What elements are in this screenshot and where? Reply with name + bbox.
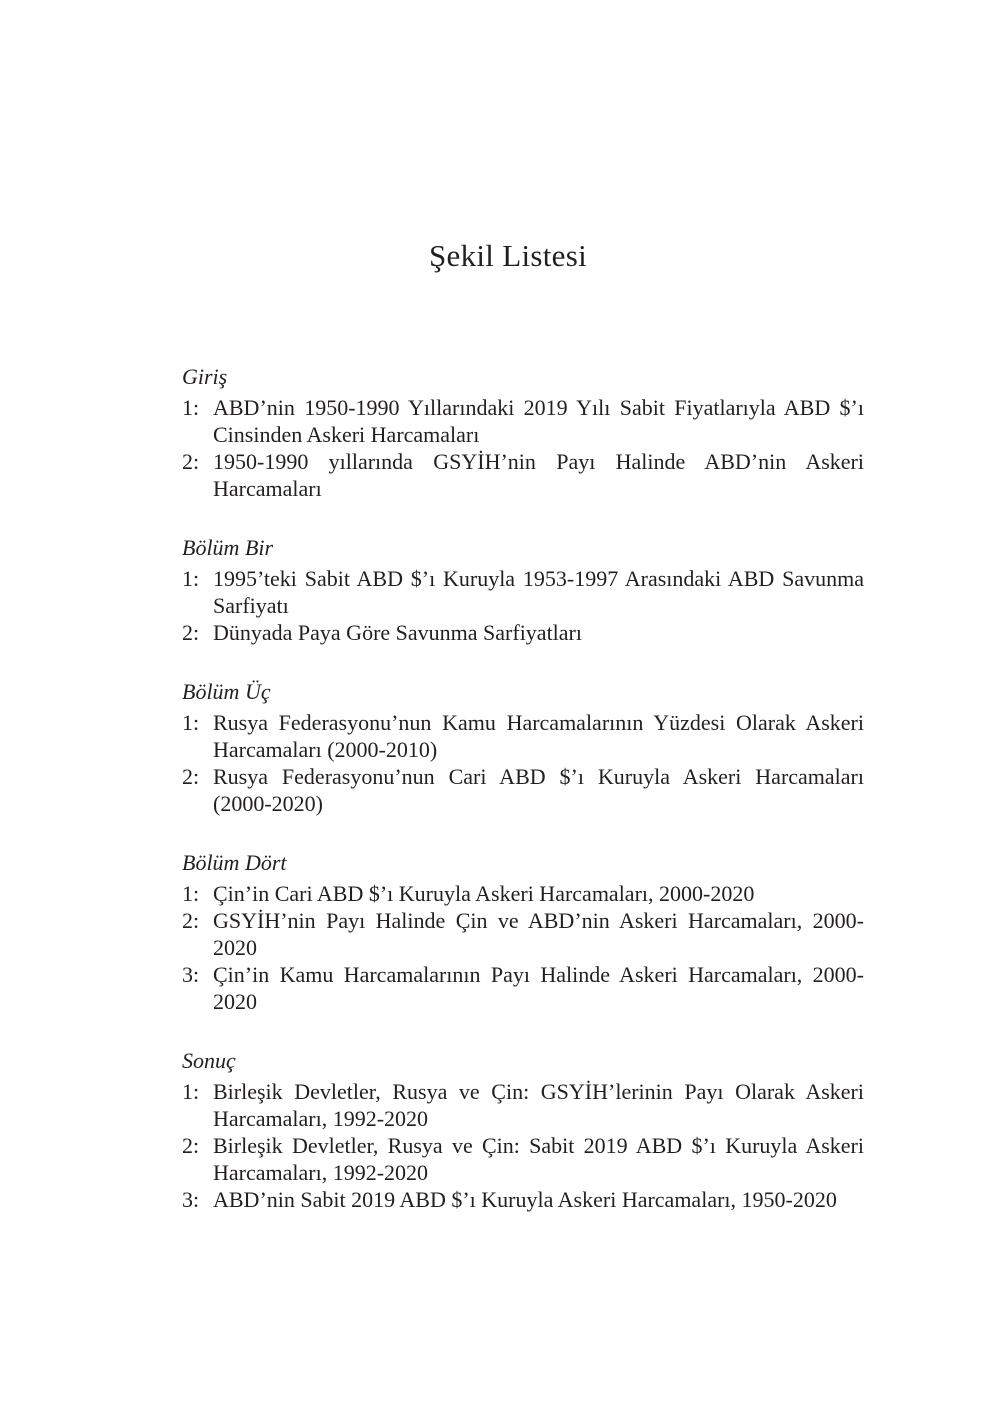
- list-item: [182, 1186, 864, 1213]
- list-item: [182, 907, 864, 961]
- item-text: GSYİH’nin Payı Halinde Çin ve ABD’nin Askeri Harcamaları, 2000-2020: [213, 908, 864, 960]
- item-text: ABD’nin 1950-1990 Yıllarındaki 2019 Yılı Sabit Fiyatlarıyla ABD $’ı Cinsinden Askeri Harcamaları: [213, 395, 864, 447]
- list-item: [182, 709, 864, 763]
- item-number: 1:: [182, 566, 200, 591]
- item-number: 1:: [182, 710, 200, 735]
- item-number: 2:: [182, 620, 200, 645]
- list-item: [182, 565, 864, 619]
- section-bolum-bir: [182, 533, 864, 646]
- section-title: Bölüm Üç: [182, 679, 271, 704]
- item-text: 1995’teki Sabit ABD $’ı Kuruyla 1953-1997 Arasındaki ABD Savunma Sarfiyatı: [213, 566, 864, 618]
- item-number: 2:: [182, 908, 200, 933]
- item-text: Çin’in Kamu Harcamalarının Payı Halinde Askeri Harcamaları, 2000-2020: [213, 962, 864, 1014]
- list-item: [182, 394, 864, 448]
- list-item: [182, 961, 864, 1015]
- list-item: [182, 1132, 864, 1186]
- list-item: [182, 448, 864, 502]
- list-item: [182, 619, 864, 646]
- item-number: 1:: [182, 881, 200, 906]
- section-sonuc: [182, 1046, 864, 1213]
- item-text: ABD’nin Sabit 2019 ABD $’ı Kuruyla Askeri Harcamaları, 1950-2020: [213, 1187, 837, 1212]
- item-number: 1:: [182, 1079, 200, 1104]
- section-bolum-uc: [182, 677, 864, 817]
- item-text: 1950-1990 yıllarında GSYİH’nin Payı Halinde ABD’nin Askeri Harcamaları: [213, 449, 864, 501]
- section-giris: [182, 362, 864, 502]
- section-bolum-dort: [182, 848, 864, 1015]
- list-item: [182, 880, 864, 907]
- item-text: Rusya Federasyonu’nun Cari ABD $’ı Kuruyla Askeri Harcamaları (2000-2020): [213, 764, 864, 816]
- section-title: Bölüm Dört: [182, 850, 287, 875]
- item-text: Çin’in Cari ABD $’ı Kuruyla Askeri Harcamaları, 2000-2020: [213, 881, 755, 906]
- page-title: Şekil Listesi: [428, 238, 588, 273]
- list-item: [182, 1078, 864, 1132]
- section-title: Sonuç: [182, 1048, 236, 1073]
- item-number: 1:: [182, 395, 200, 420]
- item-text: Rusya Federasyonu’nun Kamu Harcamalarının Yüzdesi Olarak Askeri Harcamaları (2000-2010): [213, 710, 864, 762]
- section-title: Giriş: [182, 364, 228, 389]
- item-text: Birleşik Devletler, Rusya ve Çin: GSYİH’lerinin Payı Olarak Askeri Harcamaları, 1992-2020: [213, 1079, 864, 1131]
- item-text: Birleşik Devletler, Rusya ve Çin: Sabit 2019 ABD $’ı Kuruyla Askeri Harcamaları, 1992-2020: [213, 1133, 864, 1185]
- list-item: [182, 763, 864, 817]
- item-number: 3:: [182, 1187, 200, 1212]
- item-number: 2:: [182, 764, 200, 789]
- item-number: 3:: [182, 962, 200, 987]
- item-text: Dünyada Paya Göre Savunma Sarfiyatları: [213, 620, 582, 645]
- section-title: Bölüm Bir: [182, 535, 274, 560]
- item-number: 2:: [182, 1133, 200, 1158]
- figure-list: [182, 362, 864, 1244]
- item-number: 2:: [182, 449, 200, 474]
